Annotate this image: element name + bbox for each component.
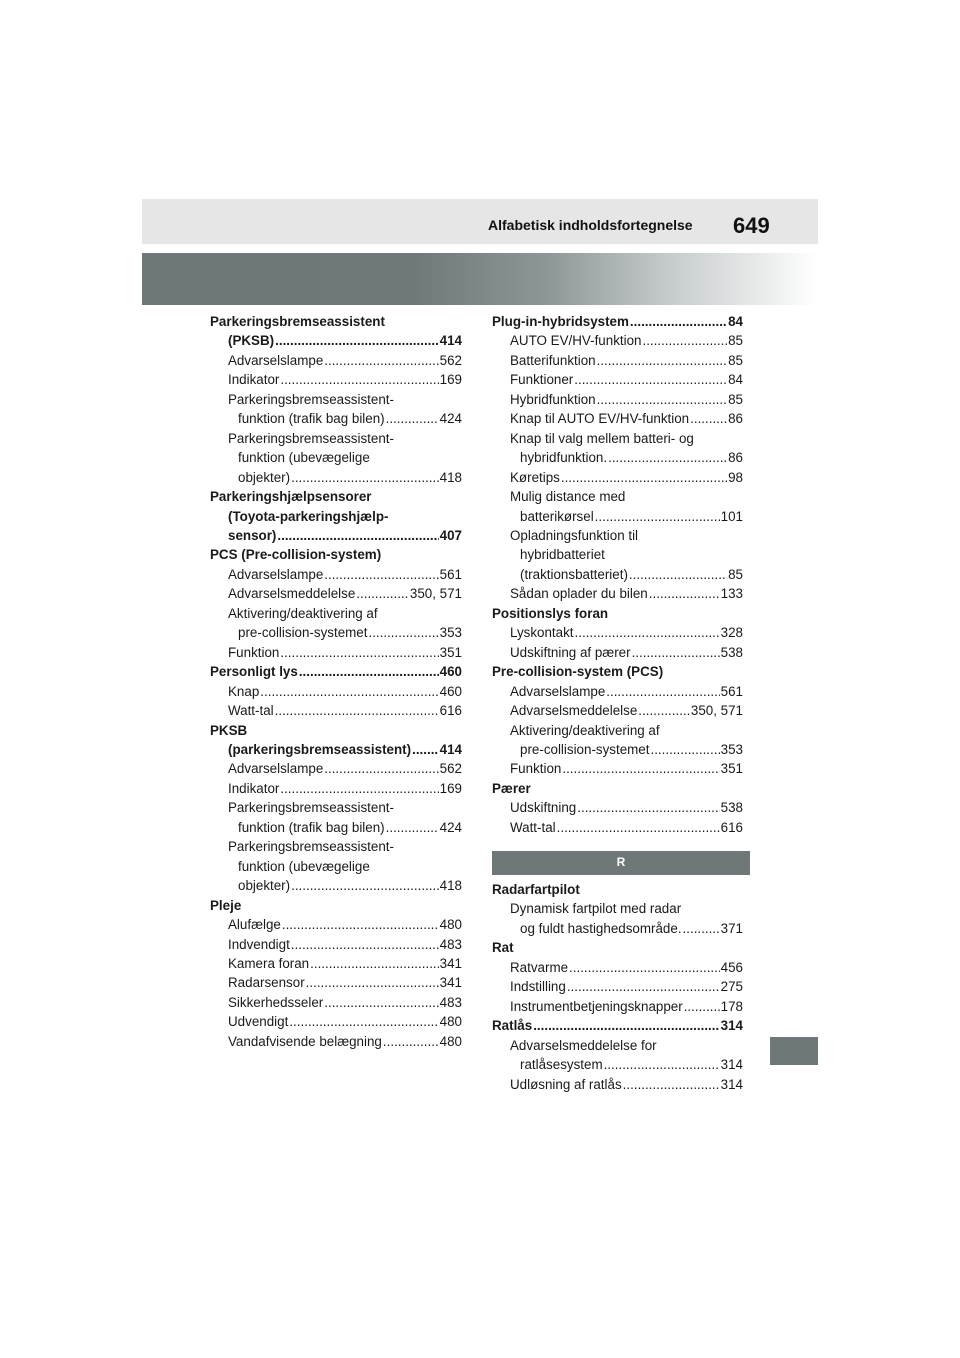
entry-text: (parkeringsbremseassistent) bbox=[228, 741, 412, 757]
entry-text: Pre-collision-system (PCS) bbox=[492, 664, 664, 680]
entry-text: Instrumentbetjeningsknapper bbox=[510, 998, 683, 1014]
entry-text: funktion (trafik bag bilen) bbox=[238, 411, 385, 427]
page-reference: 561 bbox=[439, 566, 462, 582]
dot-leader bbox=[412, 740, 439, 759]
index-sub-entry bbox=[210, 1012, 462, 1031]
dot-leader bbox=[597, 351, 727, 370]
dot-leader bbox=[604, 1055, 720, 1074]
dot-leader bbox=[289, 1012, 438, 1031]
index-main-entry bbox=[492, 312, 743, 331]
index-sub-entry bbox=[492, 997, 743, 1016]
index-sub-entry bbox=[492, 507, 743, 526]
entry-text: pre-collision-systemet bbox=[520, 741, 650, 757]
index-sub-entry bbox=[492, 429, 743, 448]
entry-text: hybridbatteriet bbox=[520, 547, 605, 563]
dot-leader bbox=[533, 1016, 719, 1035]
dot-leader bbox=[368, 623, 438, 642]
index-sub-entry bbox=[492, 919, 743, 938]
page-reference: 178 bbox=[720, 998, 743, 1014]
entry-text: Dynamisk fartpilot med radar bbox=[510, 901, 682, 917]
header-bar bbox=[142, 199, 818, 244]
entry-text: Sådan oplader du bilen bbox=[510, 586, 648, 602]
page-reference: 169 bbox=[439, 780, 462, 796]
entry-text: Advarselsmeddelelse bbox=[228, 586, 356, 602]
index-sub-entry bbox=[492, 958, 743, 977]
entry-text: Advarselslampe bbox=[228, 566, 324, 582]
entry-text: Lyskontakt bbox=[510, 625, 574, 641]
entry-text: Parkeringsbremseassistent- bbox=[228, 391, 394, 407]
entry-text: Hybridfunktion bbox=[510, 391, 596, 407]
dot-leader bbox=[291, 935, 439, 954]
entry-text: Udløsning af ratlås bbox=[510, 1076, 622, 1092]
page-reference: 480 bbox=[439, 1014, 462, 1030]
dot-leader bbox=[649, 584, 720, 603]
page-reference: 353 bbox=[439, 625, 462, 641]
page-reference: 314 bbox=[720, 1057, 743, 1073]
dot-leader bbox=[642, 331, 727, 350]
entry-text: Parkeringsbremseassistent- bbox=[228, 839, 394, 855]
page-reference: 483 bbox=[439, 994, 462, 1010]
entry-text: funktion (trafik bag bilen) bbox=[238, 819, 385, 835]
index-sub-entry bbox=[492, 977, 743, 996]
entry-text: Radarfartpilot bbox=[492, 882, 580, 897]
entry-text: Kamera foran bbox=[228, 955, 310, 971]
page-reference: 341 bbox=[439, 955, 462, 971]
entry-text: pre-collision-systemet bbox=[238, 625, 368, 641]
dot-leader bbox=[275, 701, 439, 720]
index-sub-entry bbox=[210, 584, 462, 603]
entry-text: Vandafvisende belægning bbox=[228, 1033, 382, 1049]
index-sub-entry bbox=[492, 370, 743, 389]
entry-text: PCS (Pre-collision-system) bbox=[210, 547, 382, 563]
index-sub-entry bbox=[492, 899, 743, 918]
index-sub-entry bbox=[492, 740, 743, 759]
index-sub-entry bbox=[492, 487, 743, 506]
entry-text: Indikator bbox=[228, 372, 280, 388]
entry-text: Aktivering/deaktivering af bbox=[510, 722, 660, 738]
index-sub-entry bbox=[492, 682, 743, 701]
entry-text: Indvendigt bbox=[228, 936, 290, 952]
index-column-left bbox=[210, 312, 462, 1051]
index-sub-entry bbox=[210, 993, 462, 1012]
page-reference: 424 bbox=[439, 411, 462, 427]
index-main-entry bbox=[210, 331, 462, 350]
dot-leader bbox=[575, 623, 720, 642]
index-main-entry bbox=[210, 545, 462, 564]
entry-text: Watt-tal bbox=[510, 819, 556, 835]
page-reference: 86 bbox=[728, 450, 743, 466]
entry-text: Funktion bbox=[228, 644, 280, 660]
entry-text: Udskiftning af pærer bbox=[510, 644, 631, 660]
index-sub-entry bbox=[210, 759, 462, 778]
index-sub-entry bbox=[492, 468, 743, 487]
entry-text: ratlåsesystem bbox=[520, 1057, 603, 1073]
page-reference: 483 bbox=[439, 936, 462, 952]
entry-text: og fuldt hastighedsområde. bbox=[520, 920, 682, 936]
page-reference: 85 bbox=[728, 333, 743, 349]
entry-text: Positionslys foran bbox=[492, 605, 609, 621]
side-tab-marker bbox=[770, 1037, 818, 1065]
index-sub-entry bbox=[210, 429, 462, 448]
index-sub-entry bbox=[492, 565, 743, 584]
index-sub-entry bbox=[210, 682, 462, 701]
index-sub-entry bbox=[492, 448, 743, 467]
entry-text: sensor) bbox=[228, 527, 277, 543]
dot-leader bbox=[569, 958, 720, 977]
index-sub-entry bbox=[492, 721, 743, 740]
index-sub-entry bbox=[210, 798, 462, 817]
page-reference: 84 bbox=[728, 372, 743, 388]
dot-leader bbox=[275, 331, 439, 350]
index-sub-entry bbox=[210, 857, 462, 876]
entry-text: Parkeringsbremseassistent- bbox=[228, 800, 394, 816]
index-sub-entry bbox=[492, 643, 743, 662]
dot-leader bbox=[683, 919, 720, 938]
entry-text: Køretips bbox=[510, 469, 560, 485]
entry-text: Indstilling bbox=[510, 979, 566, 995]
entry-text: PKSB bbox=[210, 722, 248, 738]
page-reference: 538 bbox=[720, 644, 743, 660]
dot-leader bbox=[561, 468, 727, 487]
entry-text: Plug-in-hybridsystem bbox=[492, 314, 629, 329]
index-sub-entry bbox=[210, 409, 462, 428]
entry-text: Advarselsmeddelelse bbox=[510, 703, 638, 719]
entry-text: objekter) bbox=[238, 469, 291, 485]
index-sub-entry bbox=[210, 623, 462, 642]
page-reference: 101 bbox=[720, 508, 743, 524]
dot-leader bbox=[324, 565, 438, 584]
page-reference: 169 bbox=[439, 372, 462, 388]
page-reference: 328 bbox=[720, 625, 743, 641]
entry-text: Personligt lys bbox=[210, 664, 298, 680]
index-main-entry bbox=[210, 662, 462, 681]
index-sub-entry bbox=[210, 565, 462, 584]
dot-leader bbox=[606, 682, 719, 701]
page-reference: 351 bbox=[720, 761, 743, 777]
entry-text: Ratvarme bbox=[510, 959, 569, 975]
page-reference: 616 bbox=[439, 703, 462, 719]
index-sub-entry bbox=[210, 779, 462, 798]
index-main-entry bbox=[492, 938, 743, 957]
index-sub-entry bbox=[210, 448, 462, 467]
dot-leader bbox=[595, 507, 720, 526]
entry-text: hybridfunktion. bbox=[520, 450, 608, 466]
page-reference: 98 bbox=[728, 469, 743, 485]
page-reference: 460 bbox=[439, 683, 462, 699]
index-sub-entry bbox=[210, 701, 462, 720]
page-reference: 371 bbox=[720, 920, 743, 936]
page-number: 649 bbox=[733, 213, 770, 238]
dot-leader bbox=[383, 1032, 439, 1051]
entry-text: Alufælge bbox=[228, 917, 281, 933]
dot-leader bbox=[280, 643, 438, 662]
index-sub-entry bbox=[492, 331, 743, 350]
entry-text: Knap bbox=[228, 683, 260, 699]
index-sub-entry bbox=[210, 818, 462, 837]
index-column-right-bottom bbox=[492, 880, 743, 1094]
dot-leader bbox=[574, 370, 727, 389]
entry-text: Watt-tal bbox=[228, 703, 274, 719]
dot-leader bbox=[608, 448, 727, 467]
page-reference: 414 bbox=[439, 333, 462, 349]
dot-leader bbox=[260, 682, 438, 701]
page-reference: 480 bbox=[439, 1033, 462, 1049]
index-sub-entry bbox=[492, 759, 743, 778]
entry-text: Parkeringsbremseassistent bbox=[210, 314, 385, 329]
page-reference: 562 bbox=[439, 352, 462, 368]
page-reference: 353 bbox=[720, 741, 743, 757]
entry-text: Parkeringshjælpsensorer bbox=[210, 489, 372, 505]
page-reference: 424 bbox=[439, 819, 462, 835]
dot-leader bbox=[306, 973, 439, 992]
dot-leader bbox=[638, 701, 690, 720]
entry-text: (Toyota-parkeringshjælp- bbox=[228, 508, 389, 524]
page-reference: 414 bbox=[439, 741, 462, 757]
dot-leader bbox=[597, 390, 727, 409]
index-main-entry bbox=[492, 662, 743, 681]
page-reference: 275 bbox=[720, 979, 743, 995]
index-sub-entry bbox=[210, 837, 462, 856]
dot-leader bbox=[280, 779, 438, 798]
index-sub-entry bbox=[210, 643, 462, 662]
page-reference: 341 bbox=[439, 975, 462, 991]
entry-text: Rat bbox=[492, 940, 514, 956]
dot-leader bbox=[623, 1075, 720, 1094]
index-sub-entry bbox=[492, 1075, 743, 1094]
page-reference: 480 bbox=[439, 917, 462, 933]
entry-text: Knap til AUTO EV/HV-funktion bbox=[510, 411, 690, 427]
index-sub-entry bbox=[492, 1055, 743, 1074]
page-reference: 350, 571 bbox=[409, 586, 462, 602]
page-reference: 86 bbox=[728, 411, 743, 427]
index-sub-entry bbox=[210, 604, 462, 623]
dot-leader bbox=[650, 740, 719, 759]
page-reference: 418 bbox=[439, 878, 462, 894]
entry-text: Batterifunktion bbox=[510, 352, 596, 368]
page-reference: 418 bbox=[439, 469, 462, 485]
index-main-entry bbox=[492, 880, 743, 899]
index-main-entry bbox=[210, 740, 462, 759]
index-sub-entry bbox=[492, 584, 743, 603]
dot-leader bbox=[291, 468, 439, 487]
entry-text: Advarselsmeddelelse for bbox=[510, 1037, 657, 1053]
dot-leader bbox=[310, 954, 439, 973]
entry-text: Parkeringsbremseassistent- bbox=[228, 430, 394, 446]
page-reference: 133 bbox=[720, 586, 743, 602]
dot-leader bbox=[632, 643, 720, 662]
page-reference: 561 bbox=[720, 683, 743, 699]
dot-leader bbox=[567, 977, 720, 996]
page-reference: 460 bbox=[439, 664, 462, 680]
index-sub-entry bbox=[210, 370, 462, 389]
page-reference: 562 bbox=[439, 761, 462, 777]
index-column-right-top bbox=[492, 312, 743, 837]
page-reference: 314 bbox=[720, 1076, 743, 1092]
entry-text: Knap til valg mellem batteri- og bbox=[510, 430, 694, 446]
entry-text: Aktivering/deaktivering af bbox=[228, 605, 378, 621]
dot-leader bbox=[557, 818, 720, 837]
index-main-entry bbox=[210, 896, 462, 915]
index-sub-entry bbox=[210, 935, 462, 954]
dot-leader bbox=[324, 759, 438, 778]
entry-text: Ratlås bbox=[492, 1018, 533, 1034]
index-sub-entry bbox=[492, 351, 743, 370]
index-sub-entry bbox=[210, 1032, 462, 1051]
page-reference: 456 bbox=[720, 959, 743, 975]
index-main-entry bbox=[210, 487, 462, 506]
entry-text: Udskiftning bbox=[510, 800, 577, 816]
entry-text: Opladningsfunktion til bbox=[510, 527, 639, 543]
dot-leader bbox=[684, 997, 720, 1016]
dot-leader bbox=[386, 818, 439, 837]
dot-leader bbox=[324, 993, 438, 1012]
header-gradient-band bbox=[142, 253, 818, 305]
index-sub-entry bbox=[492, 1036, 743, 1055]
index-main-entry bbox=[492, 779, 743, 798]
page-reference: 85 bbox=[728, 352, 743, 368]
index-main-entry bbox=[210, 721, 462, 740]
index-sub-entry bbox=[210, 468, 462, 487]
dot-leader bbox=[629, 565, 727, 584]
header-title: Alfabetisk indholdsfortegnelse bbox=[488, 217, 693, 233]
dot-leader bbox=[562, 759, 719, 778]
entry-text: Pærer bbox=[492, 780, 531, 796]
dot-leader bbox=[630, 312, 727, 331]
entry-text: Pleje bbox=[210, 897, 242, 913]
entry-text: funktion (ubevægelige bbox=[238, 858, 370, 874]
entry-text: Advarselslampe bbox=[228, 352, 324, 368]
entry-text: batterikørsel bbox=[520, 508, 594, 524]
dot-leader bbox=[690, 409, 727, 428]
entry-text: Mulig distance med bbox=[510, 489, 626, 505]
dot-leader bbox=[386, 409, 439, 428]
page-reference: 314 bbox=[720, 1018, 743, 1034]
page-reference: 351 bbox=[439, 644, 462, 660]
page-reference: 85 bbox=[728, 566, 743, 582]
index-sub-entry bbox=[210, 390, 462, 409]
page-reference: 84 bbox=[728, 314, 743, 329]
entry-text: (PKSB) bbox=[228, 333, 275, 349]
index-main-entry bbox=[210, 312, 462, 331]
dot-leader bbox=[577, 798, 719, 817]
index-sub-entry bbox=[210, 954, 462, 973]
entry-text: Advarselslampe bbox=[510, 683, 606, 699]
page-reference: 350, 571 bbox=[690, 703, 743, 719]
entry-text: Indikator bbox=[228, 780, 280, 796]
index-sub-entry bbox=[210, 973, 462, 992]
dot-leader bbox=[277, 526, 438, 545]
entry-text: Radarsensor bbox=[228, 975, 305, 991]
entry-text: objekter) bbox=[238, 878, 291, 894]
entry-text: funktion (ubevægelige bbox=[238, 450, 370, 466]
index-main-entry bbox=[210, 507, 462, 526]
dot-leader bbox=[356, 584, 409, 603]
index-sub-entry bbox=[210, 876, 462, 895]
index-sub-entry bbox=[492, 623, 743, 642]
index-main-entry bbox=[492, 604, 743, 623]
page-reference: 616 bbox=[720, 819, 743, 835]
index-sub-entry bbox=[492, 701, 743, 720]
index-main-entry bbox=[492, 1016, 743, 1035]
index-main-entry bbox=[210, 526, 462, 545]
entry-text: Udvendigt bbox=[228, 1014, 289, 1030]
page-reference: 407 bbox=[439, 527, 462, 543]
entry-text: Sikkerhedsseler bbox=[228, 994, 324, 1010]
entry-text: Funktioner bbox=[510, 372, 574, 388]
entry-text: Advarselslampe bbox=[228, 761, 324, 777]
index-sub-entry bbox=[492, 390, 743, 409]
page-reference: 85 bbox=[728, 391, 743, 407]
dot-leader bbox=[324, 351, 438, 370]
dot-leader bbox=[299, 662, 439, 681]
dot-leader bbox=[282, 915, 439, 934]
index-sub-entry bbox=[492, 545, 743, 564]
dot-leader bbox=[291, 876, 439, 895]
index-sub-entry bbox=[492, 526, 743, 545]
index-sub-entry bbox=[492, 818, 743, 837]
index-sub-entry bbox=[492, 409, 743, 428]
dot-leader bbox=[280, 370, 438, 389]
index-sub-entry bbox=[210, 915, 462, 934]
section-header-r: R bbox=[492, 851, 750, 875]
entry-text: Funktion bbox=[510, 761, 562, 777]
entry-text: AUTO EV/HV-funktion bbox=[510, 333, 642, 349]
index-sub-entry bbox=[492, 798, 743, 817]
page-reference: 538 bbox=[720, 800, 743, 816]
index-sub-entry bbox=[210, 351, 462, 370]
entry-text: (traktionsbatteriet) bbox=[520, 566, 628, 582]
